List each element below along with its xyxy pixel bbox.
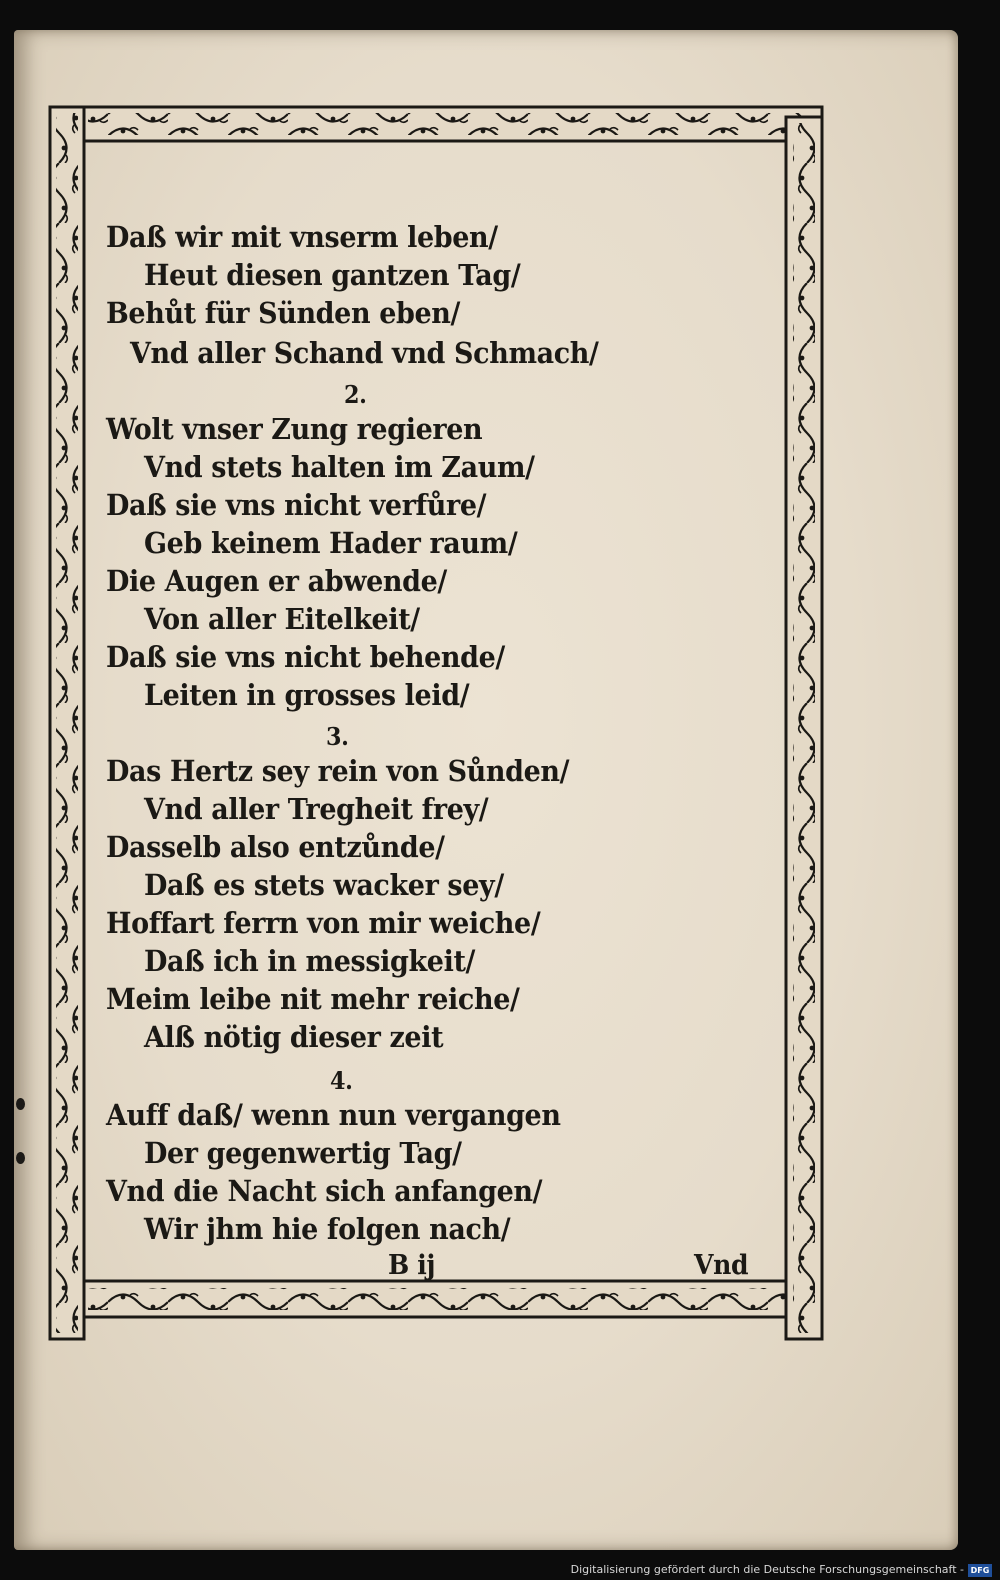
verse-line: Daß ich in messigkeit/ xyxy=(144,944,476,978)
stanza-number: 3. xyxy=(326,722,349,751)
verse-line: Auff daß/ wenn nun vergangen xyxy=(106,1098,561,1132)
binding-hole-mark xyxy=(16,1098,25,1110)
verse-line: Hoffart ferrn von mir weiche/ xyxy=(106,906,541,940)
verse-line: Vnd aller Tregheit frey/ xyxy=(144,792,489,826)
dfg-logo: DFG xyxy=(968,1564,992,1577)
verse-line: Wir jhm hie folgen nach/ xyxy=(144,1212,511,1246)
stanza-number: 2. xyxy=(344,380,367,409)
verse-line: Meim leibe nit mehr reiche/ xyxy=(106,982,520,1016)
verse-line: Geb keinem Hader raum/ xyxy=(144,526,518,560)
verse-line: Leiten in grosses leid/ xyxy=(144,678,470,712)
verse-line: Vnd die Nacht sich anfangen/ xyxy=(106,1174,543,1208)
verse-line: Daß es stets wacker sey/ xyxy=(144,868,504,902)
stanza-number: 4. xyxy=(330,1066,353,1095)
verse-line: Die Augen er abwende/ xyxy=(106,564,447,598)
verse-line: Das Hertz sey rein von Sůnden/ xyxy=(106,754,570,788)
digitization-credit: Digitalisierung gefördert durch die Deutsche Forschungsgemeinschaft - xyxy=(570,1563,964,1576)
verse-line: Behůt für Sünden eben/ xyxy=(106,296,460,330)
verse-line: Dasselb also entzůnde/ xyxy=(106,830,445,864)
verse-line: Daß sie vns nicht behende/ xyxy=(106,640,505,674)
verse-line: Der gegenwertig Tag/ xyxy=(144,1136,462,1170)
verse-line: Heut diesen gantzen Tag/ xyxy=(144,258,521,292)
binding-hole-mark xyxy=(16,1152,25,1164)
verse-line: Daß sie vns nicht verfůre/ xyxy=(106,488,487,522)
signature-mark: B ij xyxy=(388,1250,436,1281)
verse-line: Wolt vnser Zung regieren xyxy=(106,412,483,446)
verse-line: Alß nötig dieser zeit xyxy=(144,1020,444,1054)
verse-line: Vnd stets halten im Zaum/ xyxy=(144,450,535,484)
verse-line: Daß wir mit vnserm leben/ xyxy=(106,220,498,254)
catchword: Vnd xyxy=(694,1250,749,1281)
verse-line: Von aller Eitelkeit/ xyxy=(144,602,420,636)
verse-line: Vnd aller Schand vnd Schmach/ xyxy=(130,336,599,370)
